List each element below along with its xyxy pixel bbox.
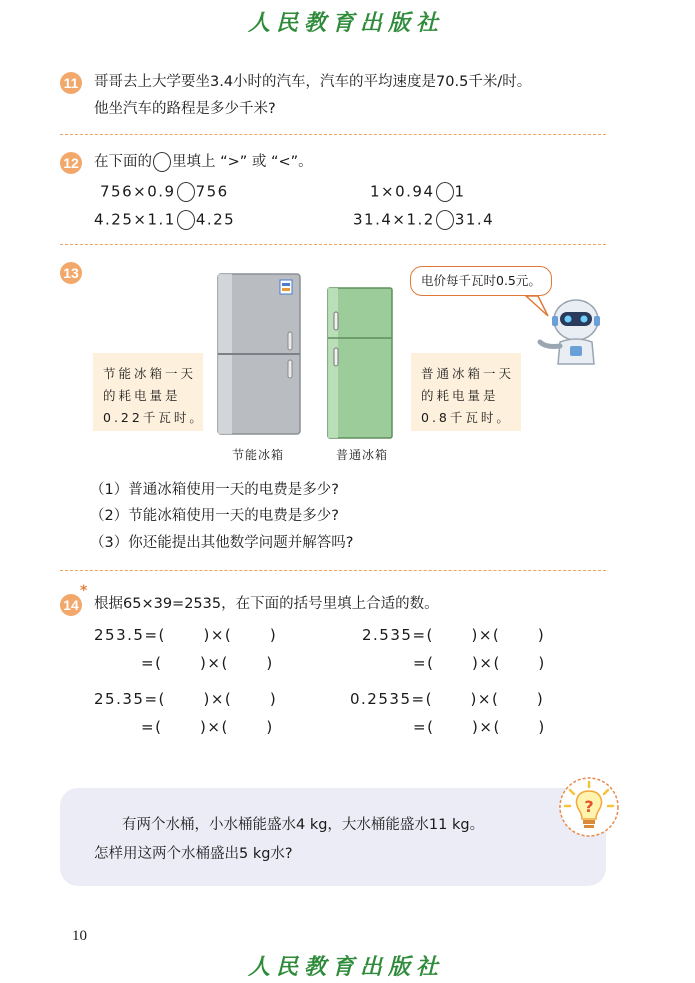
q12-item-right: 4.25 (195, 210, 236, 229)
robot-icon (536, 292, 606, 370)
note-line: 普通冰箱一天 (421, 366, 515, 381)
q14-blank-1 (94, 626, 277, 644)
note-line: 的耗电量是 (421, 388, 499, 403)
divider (60, 244, 606, 245)
lightbulb-question-icon (556, 774, 622, 840)
answer-circle[interactable] (177, 182, 195, 202)
question-number-14: 14 (60, 594, 82, 616)
page-number: 10 (72, 928, 87, 944)
publisher-header: 人民教育出版社 (248, 10, 445, 36)
q14-eq1[interactable]: =( )×( ) (411, 690, 545, 708)
divider (60, 570, 606, 571)
note-regular (411, 353, 521, 431)
caption-energy-saving: 节能冰箱 (232, 448, 285, 462)
divider (60, 134, 606, 135)
q14-eq1[interactable]: =( )×( ) (144, 690, 278, 708)
q14-eq1[interactable]: =( )×( ) (412, 626, 546, 644)
note-line: 节能冰箱一天 (103, 366, 197, 381)
q14-prompt: 根据65×39=2535，在下面的括号里填上合适的数。 (94, 596, 439, 612)
question-number-13: 13 (60, 262, 82, 284)
q14-blank-2 (362, 626, 545, 644)
note-line: 的耗电量是 (103, 388, 181, 403)
q11-line2: 他坐汽车的路程是多少千米? (94, 101, 276, 117)
q14-blank-3-line2[interactable]: =( )×( ) (141, 718, 274, 736)
puzzle-line2: 怎样用这两个水桶盛出5 kg水? (94, 846, 293, 862)
answer-circle[interactable] (436, 182, 454, 202)
answer-circle[interactable] (436, 210, 454, 230)
q14-number: 253.5 (94, 626, 145, 644)
q14-blank-3 (94, 690, 277, 708)
challenge-star-icon: * (80, 583, 88, 599)
q12-item-left: 31.4×1.2 (353, 210, 435, 229)
compare-circle-icon (153, 152, 171, 172)
caption-regular: 普通冰箱 (336, 448, 389, 462)
publisher-footer: 人民教育出版社 (248, 954, 445, 980)
q12-item-right: 1 (454, 182, 466, 201)
q12-item-left: 756×0.9 (100, 182, 176, 201)
q14-number: 25.35 (94, 690, 145, 708)
q12-prompt (94, 150, 313, 175)
puzzle-line1: 有两个水桶，小水桶能盛水4 kg，大水桶能盛水11 kg。 (122, 817, 485, 833)
q14-eq1[interactable]: =( )×( ) (144, 626, 278, 644)
q14-blank-4 (350, 690, 544, 708)
energy-saving-fridge-icon (208, 272, 308, 442)
answer-circle[interactable] (177, 210, 195, 230)
q14-number: 0.2535 (350, 690, 412, 708)
note-line: 0.22千瓦时。 (103, 410, 205, 425)
q12-item-2 (370, 182, 466, 202)
q12-prompt-b: 里填上 “>” 或 “<”。 (172, 154, 313, 170)
q14-number: 2.535 (362, 626, 413, 644)
q12-item-right: 756 (195, 182, 229, 201)
q14-blank-1-line2[interactable]: =( )×( ) (141, 654, 274, 672)
q14-blank-4-line2[interactable]: =( )×( ) (413, 718, 546, 736)
q12-prompt-a: 在下面的 (94, 154, 152, 170)
note-energy-saving (93, 353, 203, 431)
q13-question-3: （3）你还能提出其他数学问题并解答吗? (90, 535, 354, 551)
q12-item-left: 1×0.94 (370, 182, 435, 201)
q13-question-2: （2）节能冰箱使用一天的电费是多少? (90, 508, 339, 524)
q14-blank-2-line2[interactable]: =( )×( ) (413, 654, 546, 672)
q12-item-left: 4.25×1.1 (94, 210, 176, 229)
regular-fridge-icon (318, 282, 398, 442)
q12-item-3 (94, 210, 235, 230)
q12-item-right: 31.4 (454, 210, 495, 229)
q13-question-1: （1）普通冰箱使用一天的电费是多少? (90, 482, 339, 498)
svg-text:?: ? (584, 797, 594, 816)
question-number-12: 12 (60, 152, 82, 174)
speech-bubble: 电价每千瓦时0.5元。 (410, 266, 552, 296)
q12-item-1 (100, 182, 229, 202)
question-number-11: 11 (60, 72, 82, 94)
q11-line1: 哥哥去上大学要坐3.4小时的汽车，汽车的平均速度是70.5千米/时。 (94, 74, 532, 90)
q12-item-4 (353, 210, 494, 230)
note-line: 0.8千瓦时。 (421, 410, 512, 425)
